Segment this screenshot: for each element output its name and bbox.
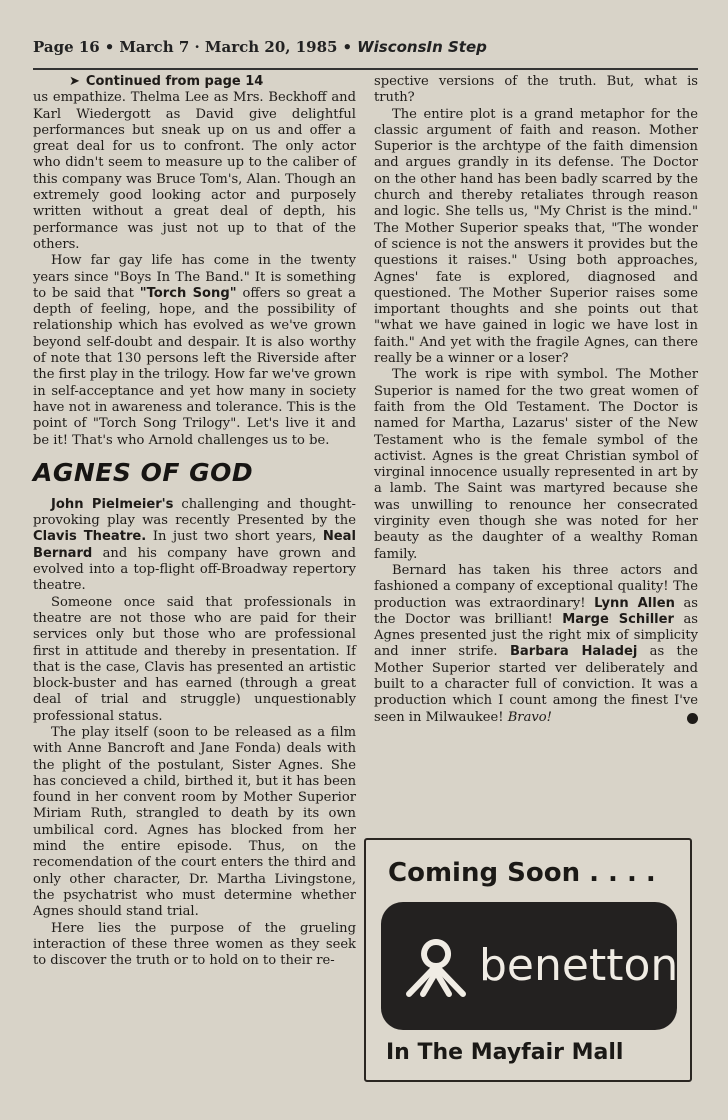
ad-mall-location: In The Mayfair Mall <box>386 1040 624 1065</box>
paragraph <box>374 563 698 726</box>
continued-label: Continued from page 14 <box>85 74 264 89</box>
issue-dates: March 7 · March 20, 1985 <box>119 38 338 56</box>
bold-name: Lynn Allen <box>594 595 675 611</box>
italic-word: Bravo! <box>507 709 552 725</box>
text-run: as the Doctor was brilliant! <box>374 595 698 627</box>
bold-name: Clavis Theatre. <box>33 529 147 545</box>
bold-name: Neal Bernard <box>33 529 356 561</box>
right-column <box>374 74 698 726</box>
text-run: In just two short years, <box>146 529 323 545</box>
text-run: Bernard has taken his three actors and fashioned a company of exceptional quality! The production was extraordinary! <box>374 562 698 611</box>
text-run: as Agnes presented just the right mix of simplicity and inner strife. <box>374 611 698 660</box>
end-mark-icon <box>687 713 698 724</box>
bold-title: "Torch Song" <box>139 285 237 301</box>
diamond-arrow-icon: ➤ <box>69 74 80 89</box>
page-header <box>33 38 698 56</box>
left-column <box>33 74 356 969</box>
continued-line <box>33 74 356 90</box>
text-run: challenging and thought-provoking play was recently Presented by the <box>33 496 356 529</box>
benetton-advertisement <box>364 838 692 1082</box>
text-run: as the Mother Superior started ver deliberately and built to a character full of conviction. It was a production which I count among the finest I've seen in Milwaukee! <box>374 644 699 725</box>
paragraph: The work is ripe with symbol. The Mother Superior is named for the two great women of faith from the Old Testament. The Doctor is named for Martha, Lazarus' sister of the New Testament who is the female symbol of the activist. Agnes is the great Christian symbol of virginal innocence usually represented in art by a lamb. The Saint was martyred because she was unwilling to renounce her consecrated virginity even though she was noted for her beauty as the daughter of a wealthy Roman family. <box>374 367 698 562</box>
ad-brand-name: benetton <box>479 940 679 991</box>
paragraph: The play itself (soon to be released as a film with Anne Bancroft and Jane Fonda) deals with the plight of the postulant, Sister Agnes. She has concieved a child, birthed it, but it has been found in her convent room by Mother Superior Miriam Ruth, strangled to death by its own umbilical cord. Agnes has blocked from her mind the entire episode. Thus, on the recomendation of the court enters the third and only other character, Dr. Martha Livingstone, the psychatrist who must determine whether Agnes should stand trial. <box>33 724 356 920</box>
header-rule <box>33 68 698 70</box>
ad-brand-banner <box>381 902 677 1030</box>
ad-coming-soon: Coming Soon . . . . <box>388 858 656 888</box>
page-number: Page 16 <box>33 38 100 56</box>
paragraph: The entire plot is a grand metaphor for the classic argument of faith and reason. Mother Superior is the archtype of the faith dimension and argues grandly in its defense. The Doctor on the other hand has been badly scarred by the church and thereby retaliates through reason and logic. She tells us, "My Christ is the mind." The Mother Superior speaks that, "The wonder of science is not the answers it provides but the questions it raises." Using both approaches, Agnes' fate is explored, diagnosed and questioned. The Mother Superior raises some important thoughts and she points out that "what we have gained in logic we have lost in faith." And yet with the fragile Agnes, can there really be a winner or a loser? <box>374 106 698 367</box>
paragraph <box>33 497 356 595</box>
bold-name: John Pielmeier's <box>51 496 174 512</box>
text-run: and his company have grown and evolved into a top-flight off-Broadway repertory theatre. <box>33 545 356 594</box>
header-bullet: • <box>104 38 115 56</box>
paragraph: Here lies the purpose of the grueling interaction of these three women as they seek to discover the truth or to hold on to their re- <box>33 920 356 969</box>
publication-name: WisconsIn Step <box>357 38 487 56</box>
paragraph: us empathize. Thelma Lee as Mrs. Beckhoff and Karl Wiedergott as David give delightful performances but sneak up on us and offer a great deal for us to confront. The only actor who didn't seem to measure up to the caliber of this company was Bruce Tom's, Alan. Though an extremely good looking actor and purposely written without a great deal of depth, his performance was just not up to that of the others. <box>33 90 356 252</box>
bold-name: Barbara Haladej <box>509 644 638 660</box>
paragraph: spective versions of the truth. But, what is truth? <box>374 74 698 106</box>
text-run: How far gay life has come in the twenty years since "Boys In The Band." It is something to be said that <box>33 253 356 301</box>
paragraph <box>33 253 356 449</box>
benetton-logo-icon <box>401 932 471 1002</box>
paragraph: Someone once said that professionals in theatre are not those who are paid for their services only but those who are professional first in attitude and thereby in presentation. If that is the case, Clavis has presented an artistic block-buster and has earned (through a great deal of trial and struggle) unquestionably professional status. <box>33 594 356 724</box>
header-bullet-2: • <box>342 38 353 56</box>
bold-name: Marge Schiller <box>562 611 675 627</box>
text-run: offers so great a depth of feeling, hope, and the possibility of relationship which has evolved as we've grown beyond self-doubt and despair. It is also worthy of note that 130 persons left the Riverside after the first play in the trilogy. How far we've grown in self-acceptance and yet how many in society have not in awareness and tolerance. This is the point of "Torch Song Trilogy". Let's live it and be it! That's who Arnold challenges us to be. <box>33 285 356 448</box>
article-headline: AGNES OF GOD <box>33 457 254 487</box>
